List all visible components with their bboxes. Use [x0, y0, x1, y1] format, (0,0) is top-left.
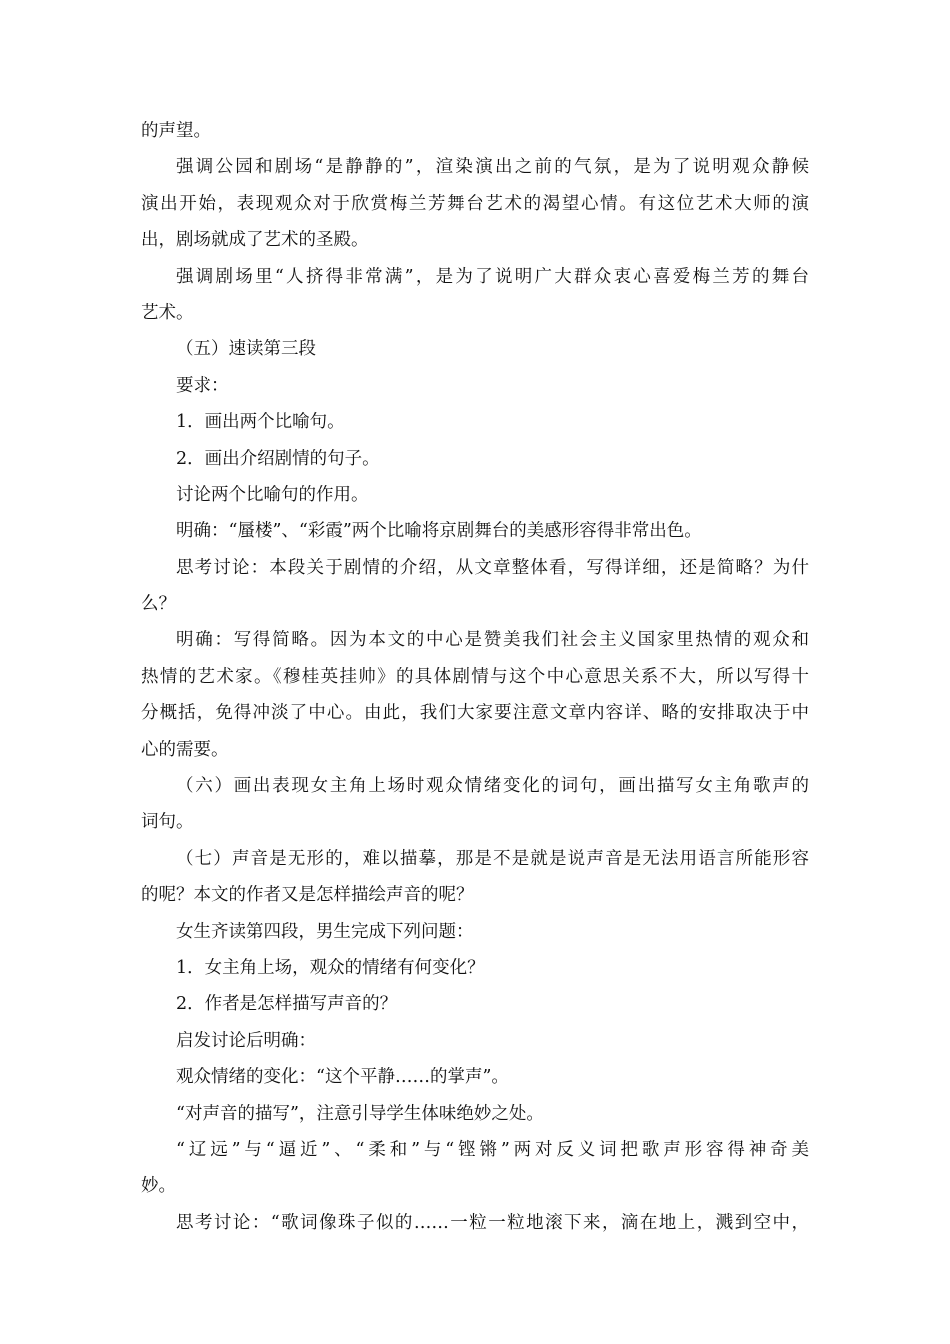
text-line: 思考讨论：本段关于剧情的介绍，从文章整体看，写得详细，还是简略？为什 — [176, 557, 809, 578]
text-line: 艺术。 — [141, 302, 194, 323]
text-line: 出，剧场就成了艺术的圣殿。 — [141, 230, 369, 251]
text-line: 热情的艺术家。《穆桂英挂帅》的具体剧情与这个中心意思关系不大，所以写得十 — [141, 666, 809, 687]
text-line: 启发讨论后明确： — [176, 1030, 316, 1051]
text-line: 观众情绪的变化：“这个平静……的掌声”。 — [176, 1067, 509, 1088]
text-line: 妙。 — [141, 1176, 176, 1197]
text-line: “辽远”与“逼近”、“柔和”与“铿锵”两对反义词把歌声形容得神奇美 — [176, 1139, 809, 1160]
text-line: （六）画出表现女主角上场时观众情绪变化的词句，画出描写女主角歌声的 — [176, 776, 809, 797]
document-page — [141, 113, 809, 1241]
text-line: 演出开始，表现观众对于欣赏梅兰芳舞台艺术的渴望心情。有这位艺术大师的演 — [141, 193, 809, 214]
text-line: （七）声音是无形的，难以描摹，那是不是就是说声音是无法用语言所能形容 — [176, 848, 809, 869]
text-line: 明确：“蜃楼”、“彩霞”两个比喻将京剧舞台的美感形容得非常出色。 — [176, 521, 702, 542]
text-line: 强调剧场里“人挤得非常满”，是为了说明广大群众衷心喜爱梅兰芳的舞台 — [176, 266, 809, 287]
text-line: 分概括，免得冲淡了中心。由此，我们大家要注意文章内容详、略的安排取决于中 — [141, 703, 809, 724]
text-line: 强调公园和剧场“是静静的”，渲染演出之前的气氛，是为了说明观众静候 — [176, 157, 809, 178]
text-line: 心的需要。 — [141, 739, 229, 760]
text-line: （五）速读第三段 — [176, 339, 316, 360]
text-line: “对声音的描写”，注意引导学生体味绝妙之处。 — [176, 1103, 544, 1124]
text-line: 词句。 — [141, 812, 194, 833]
text-line: 2．画出介绍剧情的句子。 — [176, 448, 380, 469]
text-line: 的声望。 — [141, 121, 211, 141]
text-line: 2．作者是怎样描写声音的？ — [176, 994, 398, 1015]
text-line: 1．画出两个比喻句。 — [176, 412, 345, 433]
text-line: 么？ — [141, 594, 176, 615]
text-line: 的呢？本文的作者又是怎样描绘声音的呢？ — [141, 885, 474, 906]
text-line: 思考讨论：“歌词像珠子似的……一粒一粒地滚下来，滴在地上，溅到空中， — [176, 1212, 809, 1233]
text-line: 要求： — [176, 375, 229, 396]
text-line: 讨论两个比喻句的作用。 — [176, 484, 369, 505]
text-line: 1．女主角上场，观众的情绪有何变化？ — [176, 957, 485, 978]
text-line: 女生齐读第四段，男生完成下列问题： — [176, 921, 474, 942]
text-line: 明确：写得简略。因为本文的中心是赞美我们社会主义国家里热情的观众和 — [176, 630, 809, 651]
